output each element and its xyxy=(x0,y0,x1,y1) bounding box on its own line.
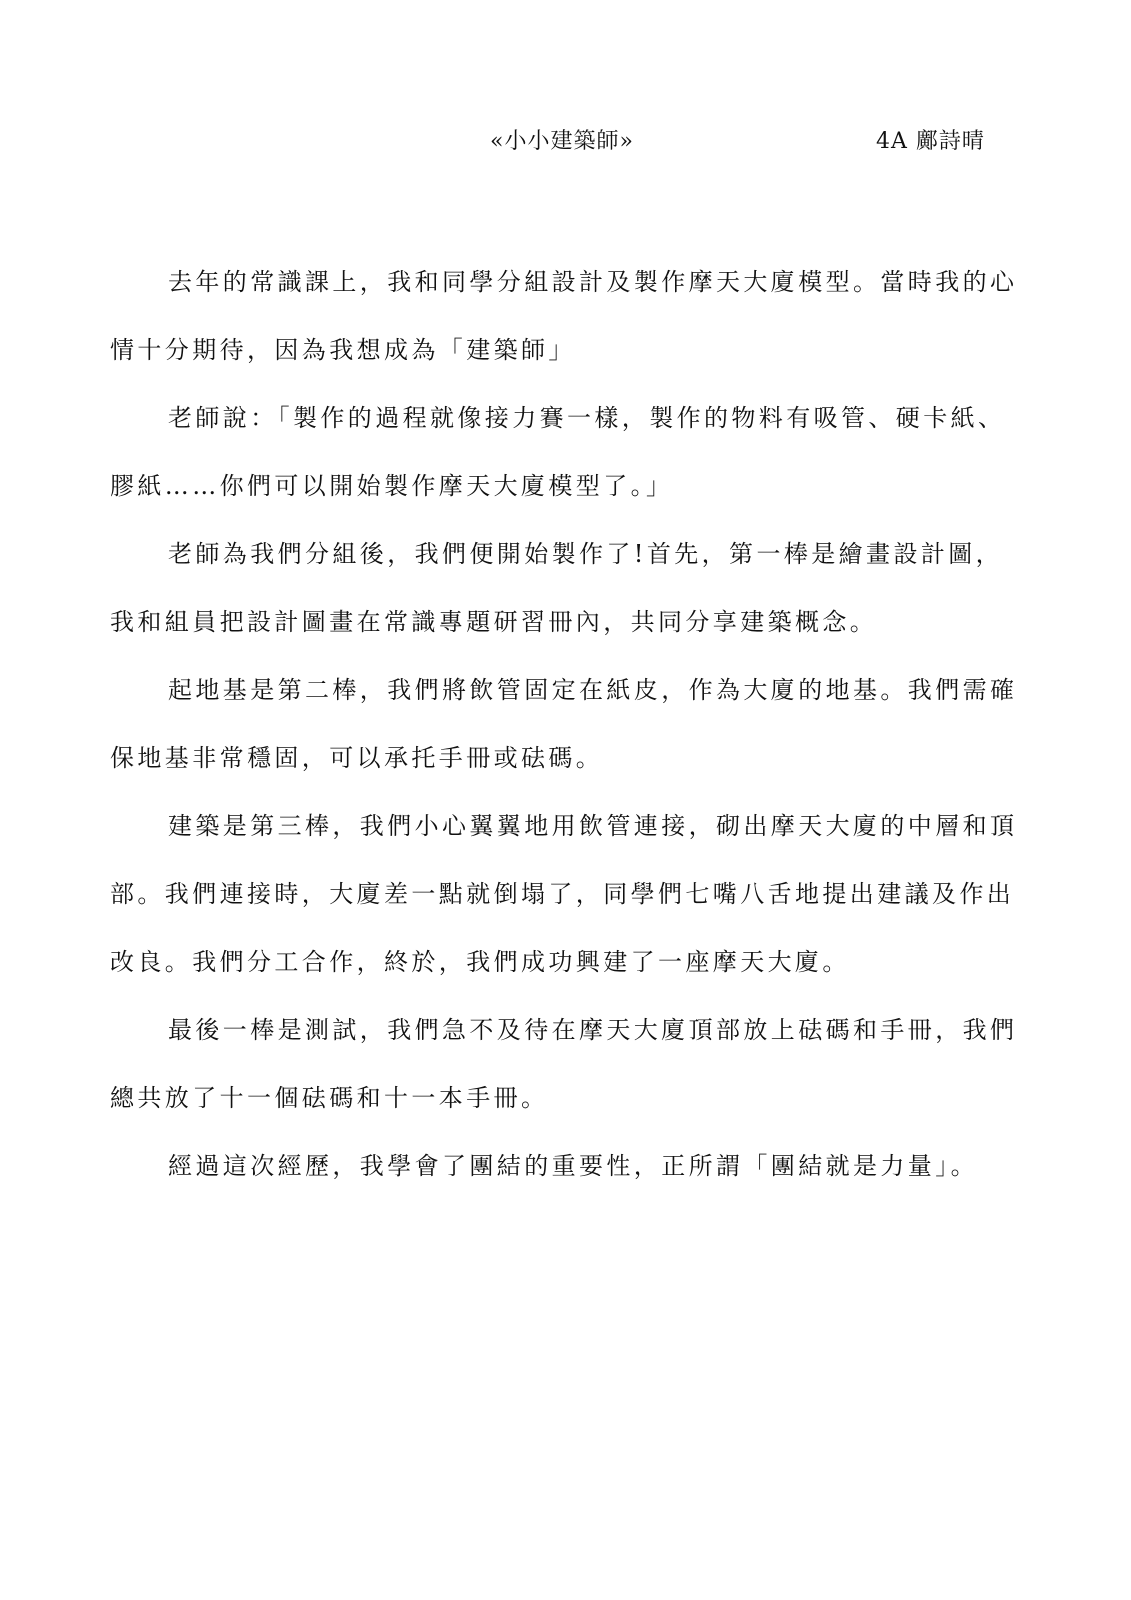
paragraph-1: 去年的常識課上，我和同學分組設計及製作摩天大廈模型。當時我的心情十分期待，因為我想成為「建築師」 xyxy=(110,268,1018,364)
essay-body xyxy=(110,248,1026,1200)
paragraph-5: 建築是第三棒，我們小心翼翼地用飲管連接，砌出摩天大廈的中層和頂部。我們連接時，大廈差一點就倒塌了，同學們七嘴八舌地提出建議及作出改良。我們分工合作，終於，我們成功興建了一座摩天大廈。 xyxy=(110,812,1018,976)
paragraph-7: 經過這次經歷，我學會了團結的重要性，正所謂「團結就是力量」。 xyxy=(168,1152,978,1180)
paragraph-3: 老師為我們分組後，我們便開始製作了!首先，第一棒是繪畫設計圖，我和組員把設計圖畫在常識專題研習冊內，共同分享建築概念。 xyxy=(110,540,1004,636)
essay-title: «小小建築師» xyxy=(490,129,634,154)
paragraph-6: 最後一棒是測試，我們急不及待在摩天大廈頂部放上砝碼和手冊，我們總共放了十一個砝碼和十一本手冊。 xyxy=(110,1016,1018,1112)
paragraph-4: 起地基是第二棒，我們將飲管固定在紙皮，作為大廈的地基。我們需確保地基非常穩固，可以承托手冊或砝碼。 xyxy=(110,676,1018,772)
paragraph-2: 老師說：「製作的過程就像接力賽一樣，製作的物料有吸管、硬卡紙、膠紙……你們可以開始製作摩天大廈模型了。」 xyxy=(110,404,1006,500)
author-name: 4A 鄺詩晴 xyxy=(876,129,985,154)
